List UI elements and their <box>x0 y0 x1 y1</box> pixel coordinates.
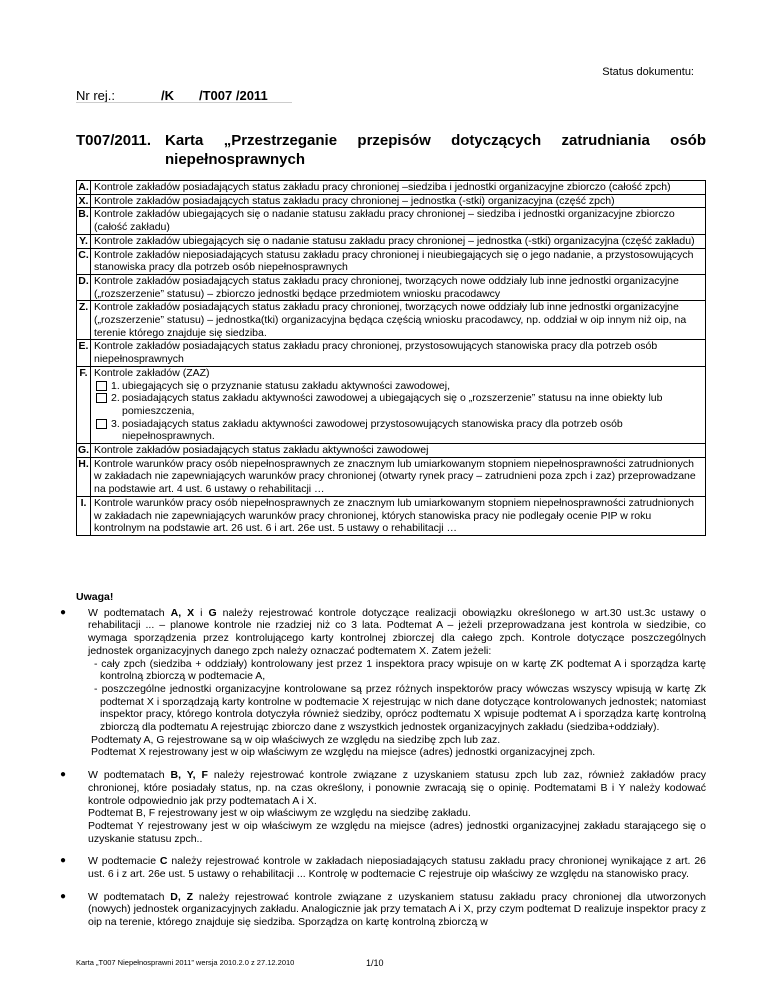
notes-header: Uwaga! <box>76 591 114 603</box>
note-bullet-3 <box>60 855 706 881</box>
row-text <box>91 181 706 195</box>
row-text <box>91 340 706 366</box>
page-number: 1/10 <box>366 958 384 968</box>
row-letter: D. <box>77 274 91 300</box>
row-letter: B. <box>77 208 91 234</box>
row-letter: A. <box>78 181 89 193</box>
sub-option <box>94 380 702 393</box>
row-text <box>91 496 706 535</box>
note-bullet-1 <box>60 606 707 759</box>
table-row <box>77 248 706 274</box>
notes-section <box>60 591 707 939</box>
status-label: Status dokumentu: <box>602 66 694 78</box>
table-row <box>77 366 706 443</box>
row-description: Kontrole zakładów posiadających status zakładu aktywności zawodowej <box>94 444 429 457</box>
row-letter: X. <box>77 194 91 208</box>
table-row <box>77 181 706 195</box>
row-letter: E. <box>77 340 91 366</box>
table-row <box>77 496 706 535</box>
note-bullet-2 <box>60 769 706 845</box>
row-description: Kontrole zakładów posiadających status zakładu pracy chronionej – jednostka (-stki) organizacyjna (część zpch) <box>94 194 615 207</box>
note-3-text: W podtemacie C należy rejestrować kontrole w zakładach nieposiadających statusu zakładu pracy chronionej wynikające z art. 26 ust. 6 i z art. 26e ust. 5 ustawy o rehabilitacji ... Kontrolę w podtemacie C rejestruje oip właściwy ze względu na stanowisko pracy. <box>88 855 706 881</box>
row-description: Kontrole warunków pracy osób niepełnosprawnych ze znacznym lub umiarkowanym stopniem niepełnosprawności zatrudnionych w zakładach nie zapewniających warunków pracy chronionej, których stanowiska pracy nie podlegały ocenie PIP w roku kontrolnym na podstawie art. 26 ust. 6 i art. 26e ust. 5 ustawy o rehabilitacji … <box>94 496 694 535</box>
table-row <box>77 234 706 248</box>
note-1-text: W podtematach A, X i G należy rejestrować kontrole dotyczące realizacji obowiązku określonego w art.30 ust.3c ustawy o rehabilitacji ... – planowe kontrole nie rzadziej niż co 3 lata. Podtemat A – jeżeli przeprowadzana jest kontrola w siedzibie, co wymaga sporządzenia przez kontrolującego karty kontrolnej zbiorczej dla całego zpch. Kontrole dotyczące poszczególnych jednostek organizacyjnych danego zpch należy oznaczać podtematem X. Zatem jeżeli: <box>88 606 707 657</box>
row-letter: G. <box>77 444 90 457</box>
table-row <box>77 340 706 366</box>
row-text <box>91 366 706 443</box>
table-row <box>77 274 706 300</box>
row-description: Kontrole zakładów nieposiadających statusu zakładu pracy chronionej i nieubiegających się o jego nadanie, a przystosowujących stanowiska pracy dla potrzeb osób niepełnosprawnych <box>94 248 694 274</box>
row-text <box>91 274 706 300</box>
row-text <box>91 444 706 458</box>
nr-rej-t: /T007 /2011 <box>199 88 268 103</box>
row-description: Kontrole zakładów posiadających status zakładu pracy chronionej –siedziba i jednostki organizacyjne zbiorczo (całość zpch) <box>94 181 671 193</box>
title-code: T007/2011. <box>76 132 152 149</box>
table-row <box>77 457 706 496</box>
row-description: Kontrole zakładów ubiegających się o nadanie statusu zakładu pracy chronionej – siedziba i jednostki organizacyjne zbiorczo (całość zakładu) <box>94 208 675 234</box>
sub-option-number: 2. <box>111 392 120 405</box>
title-text: Karta „Przestrzeganie przepisów dotyczących zatrudniania osób niepełnosprawnych <box>165 132 706 168</box>
sub-option <box>94 418 702 443</box>
row-letter: F. <box>77 366 91 443</box>
note-bullet-4 <box>60 890 706 929</box>
note-1-dash-2: - poszczególne jednostki organizacyjne kontrolowane są przez różnych inspektorów pracy wówczas wszyscy wpisują w kartę Zk podtemat X i sporządzają karty kontrolne w podtemacie X rejestrując w nich dane dotyczące kontrolowanych jednostek; natomiast inspektor pracy, którego kontrola dotyczyła również siedziby, oprócz podtematu X wpisuje podtemat A i sporządza kartę kontrolną zbiorczą dla podtematu A rejestrując zbiorczo dane z wszystkich jednostek organizacyjnych zakładu (siedziba+oddziały). <box>94 682 706 734</box>
sub-option-text: ubiegających się o przyznanie statusu zakładu aktywności zawodowej, <box>122 379 451 392</box>
registration-number <box>76 88 268 103</box>
bullet-icon: ● <box>60 855 67 867</box>
row-text <box>91 301 706 340</box>
row-text <box>91 194 706 208</box>
table-row <box>77 301 706 340</box>
row-description: Kontrole warunków pracy osób niepełnosprawnych ze znacznym lub umiarkowanym stopniem niepełnosprawności zatrudnionych w zakładach nie zapewniających warunków pracy chronionej (otwarty rynek pracy – zatrudnieni poza zpch i zaz) przeprowadzane na podstawie art. 4 ust. 6 ustawy o rehabilitacji … <box>94 457 696 496</box>
bullet-icon: ● <box>60 769 67 781</box>
row-letter: Z. <box>77 301 91 340</box>
table-row <box>77 208 706 234</box>
checkbox[interactable] <box>96 381 107 391</box>
row-text <box>91 234 706 248</box>
row-description: Kontrole zakładów posiadających status zakładu pracy chronionej, przystosowujących stanowiska pracy dla potrzeb osób niepełnosprawnych <box>94 340 658 366</box>
table-row <box>77 194 706 208</box>
note-1-line-1: Podtematy A, G rejestrowane są w oip właściwych ze względu na siedzibę zpch lub zaz. <box>91 733 501 746</box>
nr-rej-k: /K <box>161 88 174 103</box>
sub-option-number: 1. <box>111 379 120 392</box>
checkbox[interactable] <box>96 393 107 403</box>
row-description: Kontrole zakładów posiadających status zakładu pracy chronionej, tworzących nowe oddziały lub inne jednostki organizacyjne („rozszerzenie” statusu) – zbiorczo jednostki będące przedmiotem wniosku pracodawcy <box>94 274 679 300</box>
row-text <box>91 457 706 496</box>
note-4-text: W podtematach D, Z należy rejestrować kontrole związane z uzyskaniem statusu zakładu pracy chronionej dla utworzonych (nowych) jednostek organizacyjnych zakładu. Analogicznie jak przy tematach A i X, przy czym podtemat D realizuje inspektor pracy z oip na terenie, którego znajduje się siedziba. Sporządza on kartę kontrolną zbiorczą w <box>88 890 706 929</box>
row-letter: C. <box>77 248 91 274</box>
row-description: Kontrole zakładów ubiegających się o nadanie statusu zakładu pracy chronionej – jednostka (-stki) organizacyjna (część zakładu) <box>94 234 695 247</box>
row-text <box>91 208 706 234</box>
sub-option-number: 3. <box>111 417 120 430</box>
row-letter: Y. <box>77 234 91 248</box>
subtopics-table <box>76 180 706 536</box>
nr-rej-label: Nr rej.: <box>76 88 115 103</box>
sub-option-text: posiadających status zakładu aktywności zawodowej przystosowujących stanowiska pracy dla potrzeb osób niepełnosprawnych. <box>122 417 623 443</box>
note-1-line-2: Podtemat X rejestrowany jest w oip właściwym ze względu na miejsce (adres) jednostki organizacyjnej zpch. <box>91 746 596 759</box>
note-2-line-1: Podtemat B, F rejestrowany jest w oip właściwym ze względu na siedzibę zakładu. <box>88 807 471 820</box>
note-1-dash-1: - cały zpch (siedziba + oddziały) kontrolowany jest przez 1 inspektora pracy wpisuje on w kartę ZK podtemat A i sporządza kartę kontrolną zbiorczą w podtemacie A, <box>94 657 706 683</box>
row-description: Kontrole zakładów posiadających status zakładu pracy chronionej, tworzących nowe oddziały lub inne jednostki organizacyjne („rozszerzenie” statusu) – jednostka(tki) organizacyjna będąca częścią wniosku pracodawcy, np. oddział w oip innym niż oip, na terenie którego znajduje się siedziba. <box>94 301 687 339</box>
bullet-icon: ● <box>60 890 67 902</box>
sub-option <box>94 392 702 417</box>
checkbox[interactable] <box>96 419 107 429</box>
note-2-text: W podtematach B, Y, F należy rejestrować kontrole związane z uzyskaniem statusu zpch lub zaz, również zakładów pracy chronionej, które posiadały status, np. na czas określony, i ponownie zwracają się o opinię. Podtematami B i Y należy kodować kontrole odpowiednio jak przy podtematach A i X. <box>88 769 706 807</box>
note-2-line-2: Podtemat Y rejestrowany jest w oip właściwym ze względu na miejsce (adres) jednostki organizacyjnej zakładu starającego się o uzyskanie statusu zpch.. <box>88 819 706 845</box>
row-description: Kontrole zakładów (ZAZ) <box>94 366 210 379</box>
sub-option-text: posiadających status zakładu aktywności zawodowej a ubiegających się o „rozszerzenie” statusu na inne obiekty lub pomieszczenia, <box>122 392 663 417</box>
row-letter: H. <box>77 457 91 496</box>
row-letter: I. <box>77 496 91 535</box>
bullet-icon: ● <box>60 606 67 618</box>
row-text <box>91 248 706 274</box>
registration-underline <box>76 102 292 103</box>
table-row <box>77 444 706 458</box>
page-footer <box>76 958 706 967</box>
footer-version: Karta „T007 Niepełnosprawni 2011” wersja 2010.2.0 z 27.12.2010 <box>76 958 295 967</box>
